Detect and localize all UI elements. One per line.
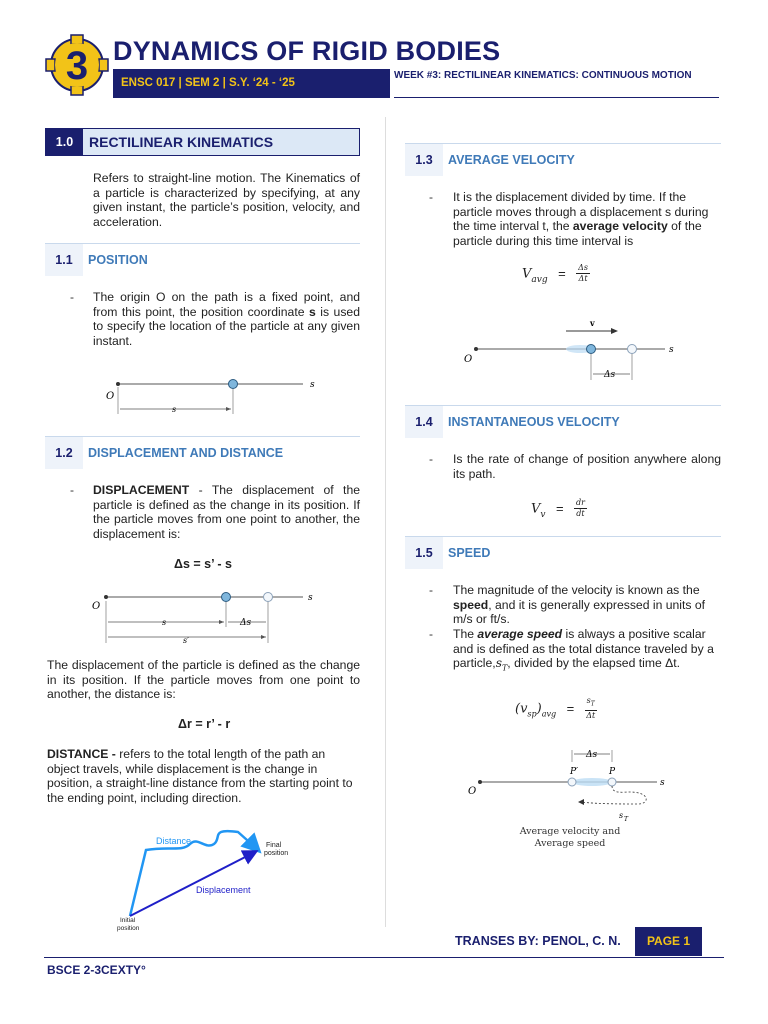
bullet-dash: - [429,190,433,204]
section-1-2-header [45,436,360,469]
distance-displacement-figure [110,822,300,934]
column-divider [385,117,386,927]
st-label: s [619,811,624,820]
section-1-0-title: RECTILINEAR KINEMATICS [89,134,274,150]
bullet-dash: - [429,452,433,466]
axis-label: s [310,380,315,390]
section-1-1-title: POSITION [88,253,148,267]
ds-label: Δs [604,370,616,380]
avg-velocity-formula: $V_{avg}$ = $\frac{\Delta s}{\Delta t}$ [522,263,588,285]
final-label-1: Final [266,842,282,849]
group-name: BSCE 2-3CEXTY° [47,963,146,977]
logo-text: 3 [65,44,89,88]
header-rule [394,97,719,98]
origin-label: O [106,391,115,402]
bullet-dash: - [429,627,433,641]
logo [44,34,110,96]
section-1-2-distance: DISTANCE - refers to the total length of the path an object travels, while displacement is the change in position, a straight-line distance from the starting point to the ending point, including direction. [47,747,353,806]
axis-label: s [308,593,313,603]
p-label: P [609,767,616,777]
avg-speed-formula: $(v_{sp})_{avg}$ = $\frac{s_T}{\Delta t}$ [515,696,596,720]
week-topic: WEEK #3: RECTILINEAR KINEMATICS: CONTINUOUS MOTION [394,70,692,81]
section-1-1-header [45,243,360,276]
section-1-1-number: 1.1 [55,253,73,267]
distance-formula: Δr = r’ - r [178,717,231,731]
ds-label: Δs [586,750,598,760]
section-1-2-para: The displacement of the particle is defined as the change in its position. If the particle moves from one point to another, the distance is: [47,658,360,702]
displacement-formula: Δs = s’ - s [174,557,232,571]
distance-label: Distance [156,836,192,846]
origin-label: O [92,601,101,612]
footer-rule [44,957,724,958]
avg-speed-figure [462,742,687,854]
section-1-3-number: 1.3 [415,153,433,167]
section-1-4-header [405,405,721,438]
v-label: v [590,318,595,328]
st-sub-label: T [624,816,629,823]
caption-2: Average speed [534,838,606,849]
section-1-3-title: AVERAGE VELOCITY [448,153,575,167]
section-1-5-title: SPEED [448,546,491,560]
course-info: ENSC 017 | SEM 2 | S.Y. ‘24 - ‘25 [113,69,390,98]
caption-1: Average velocity and [519,826,621,837]
bullet-dash: - [70,290,74,304]
origin-label: O [464,354,473,365]
initial-label-2: position [117,925,140,932]
section-1-5-bullet-2: The average speed is always a positive scalar and is defined as the total distance traveled by a $particle,s_T$, divided by the elapsed time Δt. [453,627,714,673]
bullet-dash: - [70,483,74,497]
section-1-4-bullet: Is the rate of change of position anywhere along its path. [453,452,721,481]
section-1-5-header [405,536,721,569]
section-1-0-body: Refers to straight-line motion. The Kinematics of a particle is characterized by specifying, at any given instant, the particle’s position, velocity, and acceleration. [93,171,360,230]
section-1-4-title: INSTANTANEOUS VELOCITY [448,415,620,429]
inst-velocity-formula: $V_v$ = $\frac{dr}{dt}$ [531,498,585,520]
final-label-2: position [264,850,289,857]
ds-label: Δs [240,618,252,628]
axis-label: s [660,778,665,788]
section-1-1-bullet: The origin O on the path is a fixed point, and from this point, the position coordinate s is used to specify the location of the particle at any given instant. [93,290,360,349]
avg-velocity-figure [460,316,685,386]
p-prime-label: P′ [570,767,579,777]
s-label: s [162,618,167,627]
origin-label: O [468,786,477,797]
page-number: PAGE 1 [635,927,702,956]
section-1-3-header [405,143,721,176]
position-figure [98,370,323,420]
section-1-4-number: 1.4 [415,415,433,429]
section-1-5-number: 1.5 [415,546,433,560]
displacement-figure [88,585,328,647]
bullet-dash: - [429,583,433,597]
section-1-2-bullet: DISPLACEMENT - The displacement of the particle is defined as the change in its position. If the particle moves from one point to another, the displacement is: [93,483,360,542]
section-1-2-title: DISPLACEMENT AND DISTANCE [88,446,284,460]
axis-label: s [669,345,674,355]
section-1-2-number: 1.2 [55,446,73,460]
section-1-0-header [45,128,360,156]
transes-credit: TRANSES BY: PENOL, C. N. [455,934,621,948]
section-1-3-bullet: It is the displacement divided by time. If the particle moves through a displacement s during the time interval t, the average velocity of the particle during this time interval is [453,190,709,249]
section-1-0-number: 1.0 [46,129,83,155]
dim-label: s [172,405,177,414]
sp-label: s′ [183,636,189,645]
displacement-label: Displacement [196,885,251,895]
page-title: DYNAMICS OF RIGID BODIES [113,36,501,66]
initial-label-1: Initial [120,917,136,924]
section-1-5-bullet-1: The magnitude of the velocity is known as the speed, and it is generally expressed in units of m/s or ft/s. [453,583,706,627]
